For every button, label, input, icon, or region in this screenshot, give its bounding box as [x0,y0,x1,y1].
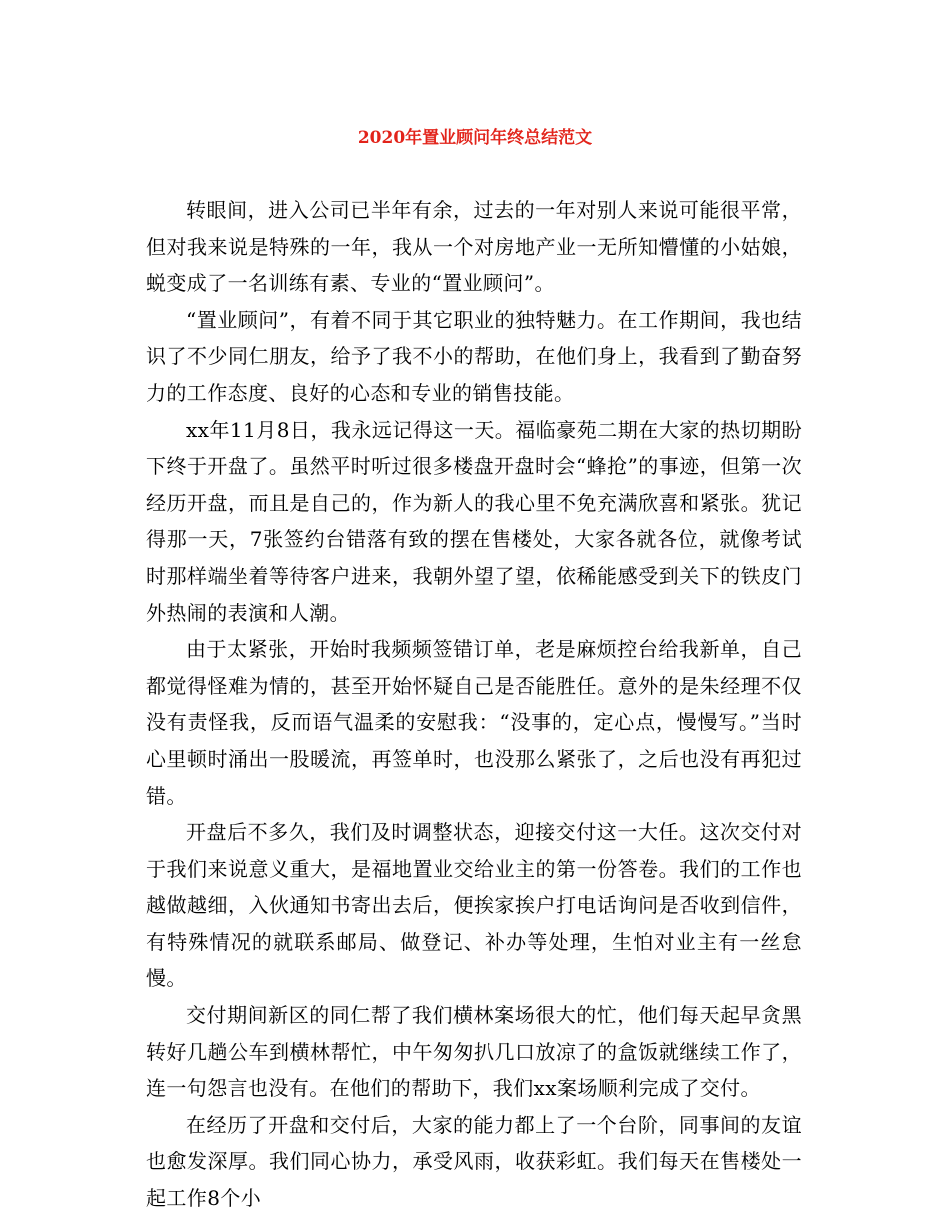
paragraph-6: 交付期间新区的同仁帮了我们横林案场很大的忙，他们每天起早贪黑转好几趟公车到横林帮忙，中午匆匆扒几口放凉了的盒饭就继续工作了，连一句怨言也没有。在他们的帮助下，我们xx案场顺利完成了交付。 [146,1003,802,1101]
paragraph-2: “置业顾问”，有着不同于其它职业的独特魅力。在工作期间，我也结识了不少同仁朋友，给予了我不小的帮助，在他们身上，我看到了勤奋努力的工作态度、良好的心态和专业的销售技能。 [146,307,802,405]
paragraph-4: 由于太紧张，开始时我频频签错订单，老是麻烦控台给我新单，自己都觉得怪难为情的，甚至开始怀疑自己是否能胜任。意外的是朱经理不仅没有责怪我，反而语气温柔的安慰我：“没事的，定心点，慢慢写。”当时心里顿时涌出一股暖流，再签单时，也没那么紧张了，之后也没有再犯过错。 [146,637,802,808]
document-body [146,192,802,1217]
paragraph-7: 在经历了开盘和交付后，大家的能力都上了一个台阶，同事间的友谊也愈发深厚。我们同心协力，承受风雨，收获彩虹。我们每天在售楼处一起工作8个小 [146,1112,802,1211]
paragraph-5: 开盘后不多久，我们及时调整状态，迎接交付这一大任。这次交付对于我们来说意义重大，是福地置业交给业主的第一份答卷。我们的工作也越做越细，入伙通知书寄出去后，便挨家挨户打电话询问是否收到信件，有特殊情况的就联系邮局、做登记、补办等处理，生怕对业主有一丝怠慢。 [146,820,802,991]
paragraph-3: xx年11月8日，我永远记得这一天。福临豪苑二期在大家的热切期盼下终于开盘了。虽然平时听过很多楼盘开盘时会“蜂抢”的事迹，但第一次经历开盘，而且是自己的，作为新人的我心里不免充满欣喜和紧张。犹记得那一天，7张签约台错落有致的摆在售楼处，大家各就各位，就像考试时那样端坐着等待客户进来，我朝外望了望，依稀能感受到关下的铁皮门外热闹的表演和人潮。 [146,417,802,625]
paragraph-1: 转眼间，进入公司已半年有余，过去的一年对别人来说可能很平常，但对我来说是特殊的一年，我从一个对房地产业一无所知懵懂的小姑娘，蜕变成了一名训练有素、专业的“置业顾问”。 [146,198,802,296]
document-title: 2020年置业顾问年终总结范文 [357,128,593,148]
